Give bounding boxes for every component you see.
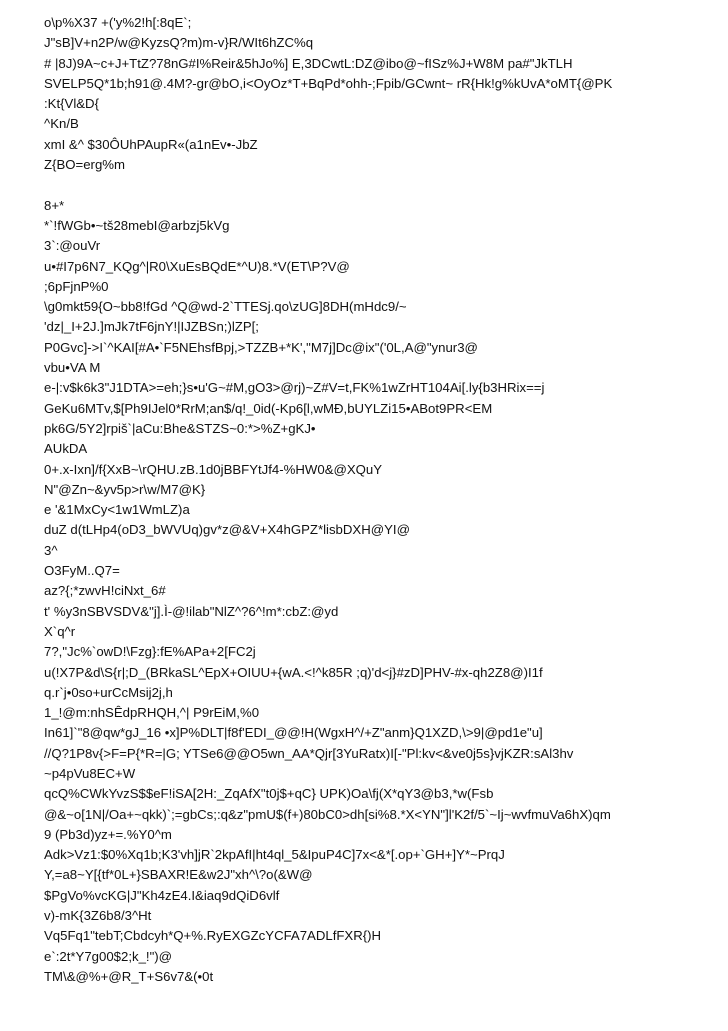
text-line: In61]`"8@qw*gJ_16 •x]P%DLT|f8f'EDI_@@!H(WgxH^/+Z"anm}Q1XZD,\>9|@pd1e"u] [44,725,543,741]
text-line: Vq5Fq1"tebT;Cbdcyh*Q+%.RyEXGZcYCFA7ADLfFXR{)H [44,928,382,944]
text-line: J"sB]V+n2P/w@KyzsQ?m)m-v}R/WIt6hZC%q [44,35,314,51]
text-line: //Q?1P8v{>F=P{*R=|G; YTSe6@@O5wn_AA*Qjr[3YuRatx)I[-"Pl:kv<&ve0j5s}vjKZR:sAl3hv [44,745,574,761]
text-line: GeKu6MTv,$[Ph9IJel0*RrM;an$/q!_0id(-Kp6[l,wMĐ,bUYLZi15•ABot9PR<EM [44,400,493,416]
text-line: ;6pFjnP%0 [44,278,109,294]
text-line: X`q^r [44,623,76,639]
text-line: 7?,"Jc%`owD!\Fzg}:fE%APa+2[FC2j [44,644,256,660]
text-line: u(!X7P&d\S{r|;D_(BRkaSL^EpX+OIUU+{wA.<!^k85R ;q)'d<j}#zD]PHV-#x-qh2Z8@)I1f [44,664,543,680]
text-line: q.r`j•0so+urCcMsij2j,h [44,684,173,700]
text-line: 9 (Pb3d)yz+=.%Y0^m [44,826,172,842]
text-line: # |8J)9A~c+J+TtZ?78nG#I%Reir&5hJo%] E,3DCwtL:DZ@ibo@~fISz%J+W8M pa#"JkTLH [44,55,573,71]
text-line: o\p%X37 +('y%2!h[:8qE`; [44,15,192,30]
blank-line [44,175,720,195]
text-line: Y,=a8~Y[{tf*0L+}SBAXR!E&w2J"xh^\?o(&W@ [44,867,313,883]
text-line: qcQ%CWkYvzS$$eF!iSA[2H:_ZqAfX"t0j$+qC} UPK)Oa\fj(X*qY3@b3,*w(Fsb [44,786,494,802]
text-line: pk6G/5Y2]rpiš`|aCu:Bhe&STZS~0:*>%Z+gKJ• [44,420,316,436]
text-line: 8+* [44,197,65,213]
text-line: *`!fWGb•~tš28mebI@arbzj5kVg [44,217,230,233]
text-line: e '&1MxCy<1w1WmLZ)a [44,502,190,518]
text-line: ^Kn/B [44,116,79,132]
text-line: ~p4pVu8EC+W [44,765,136,781]
text-line: 3`:@ouVr [44,238,101,254]
text-line: v)-mK{3Z6b8/3^Ht [44,908,152,924]
text-line: xmI &^ $30ÔUhPAupR«(a1nEv•-JbZ [44,136,258,152]
text-line: Z{BO=erg%m [44,157,125,173]
text-line: duZ d(tLHp4(oD3_bWVUq)gv*z@&V+X4hGPZ*lisbDXH@YI@ [44,522,410,538]
text-line: SVELP5Q*1b;h91@.4M?-gr@bO,i<OyOz*T+BqPd*ohh-;Fpib/GCwnt~ rR{Hk!g%kUvA*oMT{@PK [44,75,613,91]
text-line: t' %y3nSBVSDV&"j].Ì-@!ilab"NlZ^?6^!m*:cbZ:@yd [44,603,339,619]
text-line: P0Gvc]->I`^KAI[#A•`F5NEhsfBpj,>TZZB+*K',"M7j]Dc@ix"('0L,A@"ynur3@ [44,339,478,355]
text-line: \g0mkt59{O~bb8!fGd ^Q@wd-2`TTESj.qo\zUG]8DH(mHdc9/~ [44,299,407,315]
text-line: az?{;*zwvH!ciNxt_6# [44,583,166,599]
text-line: u•#I7p6N7_KQg^|R0\XuEsBQdE*^U)8.*V(ET\P?V@ [44,258,350,274]
text-line: 1_!@m:nhSÊdpRHQH,^| P9rEiM,%0 [44,705,260,721]
text-line: 0+.x-Ixn]/f{XxB~\rQHU.zB.1d0jBBFYtJf4-%HW0&@XQuY [44,461,383,477]
text-line: e`:2t*Y7g00$2;k_!")@ [44,948,173,964]
text-line: $PgVo%vcKG|J"Kh4zE4.I&iaq9dQiD6vlf [44,887,280,903]
text-line: AUkDA [44,441,88,457]
document-text-block [44,13,720,987]
text-line: 3^ [44,542,58,558]
text-line: 'dz|_I+2J.]mJk7tF6jnY!|IJZBSn;)lZP[; [44,319,259,335]
text-line: Adk>Vz1:$0%Xq1b;K3'vh]jR`2kpAfI|ht4ql_5&IpuP4C]7x<&*[.op+`GH+]Y*~PrqJ [44,847,505,863]
text-line: @&~o[1N|/Oa+~qkk)`;=gbCs;:q&z"pmU$(f+)80bC0>dh[si%8.*X<YN"]l'K2f/5`~Ij~wvfmuVa6hX)qm [44,806,611,822]
text-line: vbu•VA M [44,360,101,376]
text-line: e-|:v$k6k3"J1DTA>=eh;}s•u'G~#M,gO3>@rj)~Z#V=t,FK%1wZrHT104Ai[.ly{b3HRix==j [44,380,545,396]
text-line: :Kt{Vl&D{ [44,96,99,112]
text-line: O3FyM..Q7= [44,563,120,579]
text-line: TM\&@%+@R_T+S6v7&(•0t [44,968,214,984]
text-line: N"@Zn~&yv5p>r\w/M7@K} [44,481,206,497]
